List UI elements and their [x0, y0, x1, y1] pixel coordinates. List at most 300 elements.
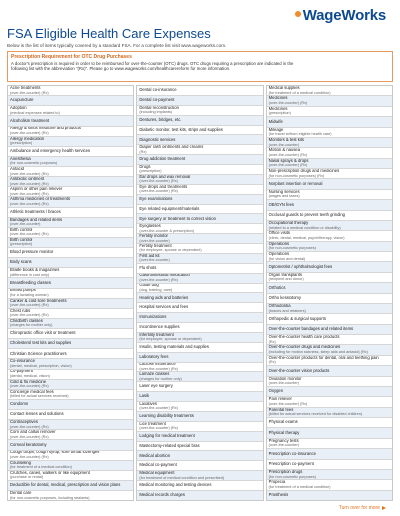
expense-name: OB/GYN fees [268, 201, 295, 207]
expense-note: (for treatment of a medical condition) [268, 484, 331, 489]
expense-row [137, 382, 262, 392]
expense-note: (for travel to/from eligible health care) [268, 132, 332, 137]
expense-row [137, 126, 262, 136]
expense-row [137, 264, 262, 274]
expense-name: Eyeglasses [139, 224, 161, 229]
expense-row [8, 319, 133, 329]
expense-note: (prescription) [139, 169, 162, 174]
expense-row [8, 238, 133, 248]
expense-row [267, 190, 392, 200]
expense-name: Dentures, bridges, etc. [139, 116, 182, 122]
expense-name: Operations [268, 252, 290, 257]
expense-row [137, 422, 262, 432]
expense-row [267, 418, 392, 428]
expense-name: Lasik [139, 393, 150, 399]
expense-name: Parental fees [268, 407, 294, 412]
expense-name: Medical supplies [268, 86, 300, 91]
expense-name: Over-the-counter drugs and medicines [268, 345, 341, 350]
expense-name: Cold & flu medicine [10, 379, 47, 384]
expense-column-3 [266, 85, 393, 501]
expense-name: Occlusal guards to prevent teeth grinding [268, 211, 346, 217]
expense-name: First aid kit [139, 253, 160, 258]
expense-note: (over-the-counter) [268, 381, 300, 386]
expense-name: Nasal sprays & drops [268, 158, 309, 163]
expense-note: (for non-cosmetic purposes, including sealants) [10, 495, 90, 500]
expense-note: (for treatment of a medical condition) [10, 465, 72, 470]
expense-name: Athletic treatments / braces [10, 208, 61, 214]
expense-name: Alcoholism treatment [10, 117, 50, 123]
expense-row [137, 461, 262, 471]
expense-name: Ortho keratotomy [268, 294, 302, 300]
expense-row [8, 481, 133, 491]
expense-note: (over-the-counter) (Rx) [10, 384, 49, 389]
expense-note: (over-the-counter) [139, 258, 170, 263]
expense-name: Drugs [139, 165, 151, 169]
expense-name: Adoption [10, 106, 27, 111]
expense-row [267, 262, 392, 272]
expense-note: (over-the-counter) (Rx) [10, 131, 49, 136]
expense-row [267, 397, 392, 407]
expense-name: Orthopedic & surgical supports [268, 315, 326, 321]
expense-name: Medical abortion [139, 452, 171, 458]
expense-note: (for non-cosmetic purposes) [268, 246, 316, 251]
expense-name: Co-insurance [10, 359, 35, 364]
expense-name: Body scans [10, 259, 32, 265]
expense-name: Corn and callus remover [10, 430, 56, 435]
expense-row [267, 179, 392, 189]
expense-note: (prescription) [268, 111, 291, 116]
expense-row [8, 299, 133, 309]
expense-name: Asthma medicines or treatments [10, 197, 71, 202]
expense-note: (for treatment of a medical condition) [268, 90, 331, 95]
expense-note: (dental, medical, prescription, vision) [10, 363, 72, 368]
expense-row [267, 345, 392, 355]
expense-name: Birth control [10, 227, 33, 232]
expense-row [8, 370, 133, 380]
expense-row [267, 221, 392, 231]
expense-name: Flu shots [139, 264, 157, 270]
expense-name: Pregnancy tests [268, 438, 299, 443]
expense-name: Over-the-counter health care products [268, 335, 340, 340]
expense-name: Guide dog [139, 283, 159, 288]
expense-note: (for non-cosmetic purposes) (Rx) [268, 173, 325, 178]
expense-note: (over-the-counter) (Rx) [268, 101, 308, 106]
expense-note: (over-the-counter) [10, 222, 41, 227]
expense-note: (over-the-counter) [268, 142, 300, 147]
expense-row [8, 309, 133, 319]
expense-name: Eye surgery or treatment to correct vision [139, 215, 216, 221]
expense-row [8, 440, 133, 450]
expense-note: (for a lactating woman) [10, 293, 49, 298]
expense-row [267, 377, 392, 387]
expense-name: Nursing services [268, 189, 300, 194]
expense-name: Hearing aids and batteries [139, 294, 189, 300]
expense-row [8, 127, 133, 137]
expense-row [267, 408, 392, 418]
expense-note: (difference in cost only) [10, 272, 50, 277]
expense-name: Breastfeeding classes [10, 279, 51, 285]
expense-name: Lodging for medical treatment [139, 432, 195, 438]
expense-row [137, 343, 262, 353]
expense-row [137, 214, 262, 224]
expense-name: Midwife [268, 118, 283, 124]
expense-name: Fertility treatment [139, 244, 172, 248]
expense-note: (over-the-counter) (Rx) [10, 181, 49, 186]
expense-row [267, 200, 392, 210]
expense-name: Gastrointestinal medication [139, 273, 190, 278]
expense-row [8, 197, 133, 207]
expense-note: (billed for actual services received) [10, 394, 69, 399]
expense-row [8, 400, 133, 410]
expense-row [137, 451, 262, 461]
expense-row [137, 224, 262, 234]
expense-note: (charges for mother only) [139, 376, 182, 381]
expense-name: Optometrist / ophthalmologist fees [268, 263, 333, 269]
expense-note: (over-the-counter) (Rx) [139, 189, 178, 194]
expense-name: Eye drops and treatments [139, 184, 188, 189]
expense-note: (for vision and dental) [268, 256, 306, 261]
expense-row [8, 329, 133, 339]
expense-name: Drug addiction treatment [139, 156, 186, 162]
expense-name: Lamaze classes [139, 372, 170, 377]
expense-name: Ear drops and wax removal [139, 174, 191, 179]
expense-row [267, 325, 392, 335]
expense-row [267, 211, 392, 221]
expense-note: (Rx) [139, 149, 147, 154]
expense-name: Ambulance and emergency health services [10, 148, 91, 154]
expense-row [137, 402, 262, 412]
expense-row [8, 96, 133, 106]
expense-note: (wages and taxes) [268, 194, 300, 199]
expense-note: (for employee, spouse or dependent) [139, 337, 202, 342]
expense-row [8, 461, 133, 471]
expense-name: Medicines [268, 96, 288, 101]
expense-row [267, 283, 392, 293]
expense-name: Prosthesis [268, 492, 289, 498]
expense-name: Over-the-counter bandages and related items [268, 326, 354, 332]
expense-row [267, 439, 392, 449]
expense-note: (including implants) [139, 110, 173, 115]
expense-name: Anesthesia [10, 156, 31, 161]
expense-row [137, 234, 262, 244]
expense-row [137, 96, 262, 106]
expense-row [8, 390, 133, 400]
expense-row [8, 359, 133, 369]
expense-row [8, 187, 133, 197]
wageworks-logo [295, 7, 386, 24]
expense-note: (over-the-counter) (Rx) [139, 426, 178, 431]
expense-row [8, 451, 133, 461]
expense-note: (over-the-counter) [139, 238, 170, 243]
expense-name: Allergy medication [10, 136, 45, 141]
expense-name: Mileage [268, 127, 284, 132]
expense-name: Medical co-payment [139, 462, 177, 468]
expense-row [267, 273, 392, 283]
expense-row [8, 339, 133, 349]
expense-note: (over-the-counter) (Rx) [10, 313, 49, 318]
expense-name: Lactose intolerance [139, 362, 176, 367]
expense-name: Blood pressure monitor [10, 249, 54, 255]
expense-name: Co-payment [10, 369, 33, 374]
expense-row [267, 491, 392, 500]
expense-name: Contact lenses and solutions [10, 411, 64, 417]
expense-row [8, 430, 133, 440]
expense-row [137, 442, 262, 452]
expense-name: Occupational therapy [268, 220, 309, 225]
expense-name: Diabetic monitor, test kits, strips and supplies [139, 126, 223, 132]
expense-name: Laser eye surgery [139, 383, 173, 389]
expense-row [267, 231, 392, 241]
expense-name: Chest rubs [10, 308, 31, 313]
expense-note: (over-the-counter) (Rx) [10, 90, 49, 95]
expense-row [137, 293, 262, 303]
expense-name: Orthodontia [268, 303, 291, 308]
expense-row [267, 128, 392, 138]
expense-name: Medical records charges [139, 492, 185, 498]
expense-name: Medical equipment [139, 471, 175, 475]
expense-row [267, 470, 392, 480]
notice-line-2: following list with the abbreviation "(Rx)". Please go to www.wageworks.com/healthcarereform for more information. [11, 66, 231, 72]
expense-name: Diaper rash ointments and creams [139, 145, 204, 150]
expense-name: Aspirin or other pain reliever [10, 187, 63, 192]
expense-note: (Rx) [268, 360, 276, 365]
expense-row [8, 268, 133, 278]
expense-note: (dental, medical, vision) [10, 374, 50, 379]
expense-row [137, 323, 262, 333]
expense-row [267, 449, 392, 459]
expense-note: (for treatment of medical condition and prescribed) [139, 475, 225, 480]
expense-note: (over-the-counter) (Rx) [10, 303, 49, 308]
expense-name: Organ transplants [268, 272, 302, 277]
expense-name: Laboratory fees [139, 353, 169, 359]
expense-note: (related to a medical condition or disability) [268, 225, 341, 230]
expense-name: Learning disability treatments [139, 413, 194, 419]
expense-row [137, 185, 262, 195]
expense-row [137, 481, 262, 491]
expense-row [137, 392, 262, 402]
expense-name: Pain reliever [268, 397, 292, 402]
expense-name: Acne treatments [10, 86, 41, 90]
notice-heading: Prescription Requirement for OTC Drug Purchases [11, 54, 132, 60]
expense-row [8, 177, 133, 187]
expense-note: (over-the-counter) (Rx) [10, 424, 49, 429]
expense-row [137, 432, 262, 442]
expense-row [137, 471, 262, 481]
expense-row [137, 254, 262, 264]
expense-name: Dental care [10, 491, 32, 495]
expense-name: Acupuncture [10, 97, 34, 103]
expense-row [137, 175, 262, 185]
expense-note: (prescription) [10, 242, 33, 247]
expense-row [8, 491, 133, 500]
arrow-right-icon [382, 506, 386, 510]
expense-row [267, 107, 392, 117]
expense-name: Over-the-counter products for dental, oral and teething pain [268, 355, 379, 360]
expense-row [8, 208, 133, 218]
expense-name: Laxatives [139, 402, 158, 406]
expense-name: Fertility monitor [139, 234, 168, 238]
expense-row [137, 195, 262, 205]
expense-row [8, 228, 133, 238]
expense-name: Infertility treatment [139, 332, 174, 337]
expense-note: (for non-cosmetic purposes) [268, 474, 316, 479]
expense-note: (over-the-counter) (Rx) [139, 366, 178, 371]
expense-row [267, 356, 392, 366]
expense-name: Physical therapy [268, 429, 300, 435]
expense-row [8, 349, 133, 359]
expense-row [137, 116, 262, 126]
expense-note: (over-the-counter) (Rx) [10, 232, 49, 237]
expense-note: (charges for mother only) [10, 323, 53, 328]
expense-note: (over-the-counter) (Rx) [139, 278, 178, 283]
expense-row [8, 278, 133, 288]
turn-over-link[interactable] [339, 505, 386, 511]
expense-name: Diagnostic services [139, 136, 176, 142]
expense-note: (for non-cosmetic purposes) [10, 161, 58, 166]
expense-row [267, 169, 392, 179]
expense-row [267, 366, 392, 376]
expense-name: Prescription drugs [268, 469, 303, 474]
expense-note: (recipient and donor) [268, 277, 304, 282]
expense-name: Physical exams [268, 419, 298, 425]
expense-row [137, 284, 262, 294]
page-subtitle: Below is the list of items typically covered by a standard FSA. For a complete list visit www.wageworks.com. [7, 43, 227, 48]
expense-name: Dental co-insurance [139, 87, 177, 93]
expense-name: Hospital services and fees [139, 304, 189, 310]
expense-note: (clinic, dental, medical, psych/therapy, vision) [268, 235, 345, 240]
expense-row [137, 165, 262, 175]
logo-text: WageWorks [302, 7, 386, 24]
page-title: FSA Eligible Health Care Expenses [7, 26, 211, 41]
expense-name: Dental reconstruction [139, 105, 179, 110]
expense-name: Cholesterol test kits and supplies [10, 340, 72, 346]
expense-row [8, 157, 133, 167]
expense-row [137, 313, 262, 323]
expense-note: (prescription) [10, 141, 33, 146]
expense-row [8, 420, 133, 430]
expense-row [8, 218, 133, 228]
expense-row [8, 248, 133, 258]
expense-row [267, 335, 392, 345]
expense-row [8, 147, 133, 157]
expense-name: Allergy & sinus medicine and products [10, 126, 81, 131]
expense-name: Crutches, canes, walkers or like equipment [10, 470, 90, 475]
expense-row [137, 333, 262, 343]
expense-name: Immunizations [139, 314, 167, 320]
expense-row [8, 137, 133, 147]
expense-row [137, 86, 262, 96]
expense-name: Orthotics [268, 284, 286, 290]
expense-row [267, 96, 392, 106]
expense-name: Contraceptives [10, 420, 38, 425]
expense-name: Prescription co-payment [268, 460, 314, 466]
expense-note: (over-the-counter) (Rx) [139, 406, 178, 411]
expense-row [8, 471, 133, 481]
expense-row [267, 138, 392, 148]
expense-note: (over-the-counter) (Rx) [10, 434, 49, 439]
expense-name: Propecia [268, 480, 286, 485]
expense-name: Deductible for dental, medical, prescription and vision plans [10, 482, 121, 488]
expense-name: Office visits [268, 231, 290, 236]
expense-name: Counseling [10, 460, 31, 465]
expense-row [267, 294, 392, 304]
expense-note: (braces and retainers) [268, 308, 306, 313]
expense-row [267, 314, 392, 324]
expense-note: (dog, training, care) [139, 287, 173, 292]
expense-row [137, 106, 262, 116]
expense-note: (billed for actual services received for disabled children) [268, 412, 363, 417]
expense-name: Prescription co-insurance [268, 450, 316, 456]
expense-name: Medical monitoring and testing devices [139, 482, 212, 488]
expense-name: Concierge medical fees [10, 389, 54, 394]
expense-row [8, 380, 133, 390]
expense-name: Medicines [268, 106, 288, 111]
expense-row [137, 363, 262, 373]
expense-name: Antibiotic ointment [10, 177, 45, 182]
expense-row [137, 303, 262, 313]
expense-row [8, 116, 133, 126]
expense-row [8, 86, 133, 96]
expense-row [267, 304, 392, 314]
expense-row [137, 205, 262, 215]
rx-notice-box [7, 51, 393, 82]
expense-name: Eye related equipment/materials [139, 205, 200, 211]
expense-name: Braille books & magazines [10, 268, 60, 273]
expense-name: Childbirth classes [10, 318, 43, 323]
expense-row [137, 135, 262, 145]
expense-name: Motion & nausea [268, 148, 301, 153]
expense-name: Corneal keratotomy [10, 441, 47, 447]
expense-row [8, 289, 133, 299]
expense-row [137, 353, 262, 363]
expense-name: Christian Science practitioners [10, 350, 67, 356]
expense-name: Norplant insertion or removal [268, 180, 323, 186]
expense-note: (over-the-counter) [268, 443, 300, 448]
expense-name: Over-the-counter vision products [268, 367, 330, 373]
expense-column-2 [136, 85, 263, 501]
expense-row [137, 274, 262, 284]
expense-row [267, 242, 392, 252]
expense-note: (over-the-counter) (Rx) [268, 152, 308, 157]
expense-row [137, 155, 262, 165]
expense-name: Canker & cold sore treatments [10, 298, 67, 303]
expense-name: Insulin, testing materials and supplies [139, 343, 209, 349]
expense-note: (over-the-counter) (Rx) [268, 401, 308, 406]
expense-note: (medical expenses related to) [10, 110, 60, 115]
expense-note: (over-the-counter) (Rx) [10, 191, 49, 196]
expense-name: Birth control [10, 237, 33, 242]
expense-row [137, 145, 262, 155]
expense-row [267, 428, 392, 438]
expense-row [267, 159, 392, 169]
expense-name: Ovulation monitor [268, 376, 302, 381]
expense-note: (over-the-counter) (Rx) [10, 171, 49, 176]
expense-name: Monitors & test kits [268, 137, 305, 142]
expense-note: (over-the-counter) (Rx) [268, 163, 308, 168]
expense-row [137, 412, 262, 422]
expense-note: (over-the-counter) (Rx) [10, 455, 49, 460]
expense-row [267, 148, 392, 158]
expense-note: (Rx) [268, 339, 276, 344]
notice-line-1: A doctor's prescription is required in order to be reimbursed for over-the-counter (OTC) drugs. OTC drugs requiring a prescription are indicated in the [11, 61, 294, 66]
expense-row [8, 167, 133, 177]
expense-row [267, 387, 392, 397]
expense-row [8, 258, 133, 268]
expense-row [8, 410, 133, 420]
expense-row [8, 106, 133, 116]
expense-note: (over-the-counter) (Rx) [10, 201, 49, 206]
expense-name: Non-prescription drugs and medicines [268, 169, 340, 174]
